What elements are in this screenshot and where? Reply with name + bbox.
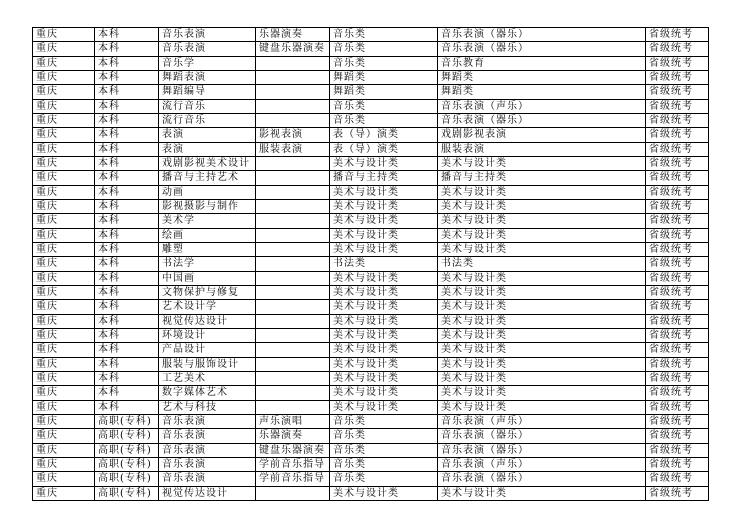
cell-exam-type: 省级统考 — [646, 42, 709, 56]
cell-province: 重庆 — [33, 142, 95, 156]
cell-level: 高职(专科) — [95, 414, 159, 428]
cell-level: 高职(专科) — [95, 472, 159, 486]
table-row — [33, 457, 709, 471]
cell-province: 重庆 — [33, 300, 95, 314]
table-row — [33, 371, 709, 385]
cell-province: 重庆 — [33, 99, 95, 113]
cell-level: 本科 — [95, 171, 159, 185]
cell-exam-category: 美术与设计类 — [438, 343, 646, 357]
cell-subject-category: 美术与设计类 — [330, 357, 438, 371]
cell-direction — [256, 70, 330, 84]
cell-major: 音乐表演 — [159, 414, 256, 428]
cell-exam-category: 播音与主持类 — [438, 171, 646, 185]
cell-level: 本科 — [95, 185, 159, 199]
cell-exam-category: 美术与设计类 — [438, 285, 646, 299]
cell-level: 本科 — [95, 285, 159, 299]
cell-province: 重庆 — [33, 472, 95, 486]
cell-major: 表演 — [159, 128, 256, 142]
cell-province: 重庆 — [33, 242, 95, 256]
cell-exam-category: 音乐表演（声乐） — [438, 414, 646, 428]
table-body — [33, 28, 709, 501]
cell-exam-type: 省级统考 — [646, 257, 709, 271]
cell-direction: 学前音乐指导 — [256, 457, 330, 471]
cell-exam-type: 省级统考 — [646, 343, 709, 357]
cell-subject-category: 书法类 — [330, 257, 438, 271]
cell-subject-category: 音乐类 — [330, 42, 438, 56]
cell-level: 本科 — [95, 300, 159, 314]
table-row — [33, 142, 709, 156]
cell-province: 重庆 — [33, 128, 95, 142]
table-row — [33, 156, 709, 170]
table-row — [33, 199, 709, 213]
cell-major: 艺术设计学 — [159, 300, 256, 314]
cell-exam-category: 美术与设计类 — [438, 314, 646, 328]
cell-level: 本科 — [95, 42, 159, 56]
cell-exam-category: 美术与设计类 — [438, 371, 646, 385]
cell-level: 本科 — [95, 99, 159, 113]
cell-direction — [256, 99, 330, 113]
cell-level: 本科 — [95, 214, 159, 228]
cell-level: 本科 — [95, 142, 159, 156]
cell-exam-category: 美术与设计类 — [438, 214, 646, 228]
cell-direction — [256, 85, 330, 99]
cell-exam-category: 书法类 — [438, 257, 646, 271]
cell-subject-category: 音乐类 — [330, 414, 438, 428]
cell-major: 数字媒体艺术 — [159, 386, 256, 400]
cell-exam-category: 戏剧影视表演 — [438, 128, 646, 142]
cell-major: 中国画 — [159, 271, 256, 285]
cell-direction — [256, 300, 330, 314]
cell-direction: 键盘乐器演奏 — [256, 42, 330, 56]
table-row — [33, 300, 709, 314]
cell-subject-category: 美术与设计类 — [330, 271, 438, 285]
cell-major: 戏剧影视美术设计 — [159, 156, 256, 170]
cell-major: 服装与服饰设计 — [159, 357, 256, 371]
cell-subject-category: 音乐类 — [330, 472, 438, 486]
cell-major: 舞蹈表演 — [159, 70, 256, 84]
cell-direction — [256, 386, 330, 400]
table-row — [33, 414, 709, 428]
cell-exam-type: 省级统考 — [646, 171, 709, 185]
cell-exam-category: 音乐表演（器乐） — [438, 42, 646, 56]
table-row — [33, 257, 709, 271]
cell-subject-category: 表（导）演类 — [330, 142, 438, 156]
table-row — [33, 28, 709, 42]
cell-level: 本科 — [95, 314, 159, 328]
cell-exam-type: 省级统考 — [646, 443, 709, 457]
cell-exam-category: 美术与设计类 — [438, 328, 646, 342]
cell-exam-type: 省级统考 — [646, 156, 709, 170]
cell-exam-type: 省级统考 — [646, 113, 709, 127]
cell-subject-category: 美术与设计类 — [330, 343, 438, 357]
cell-province: 重庆 — [33, 443, 95, 457]
cell-subject-category: 播音与主持类 — [330, 171, 438, 185]
cell-major: 流行音乐 — [159, 99, 256, 113]
cell-direction — [256, 214, 330, 228]
cell-level: 本科 — [95, 113, 159, 127]
cell-direction — [256, 314, 330, 328]
table-row — [33, 70, 709, 84]
cell-province: 重庆 — [33, 28, 95, 42]
cell-exam-category: 美术与设计类 — [438, 400, 646, 414]
cell-direction — [256, 271, 330, 285]
cell-direction — [256, 257, 330, 271]
cell-subject-category: 美术与设计类 — [330, 300, 438, 314]
cell-exam-category: 美术与设计类 — [438, 300, 646, 314]
table-row — [33, 185, 709, 199]
cell-major: 工艺美术 — [159, 371, 256, 385]
cell-exam-category: 美术与设计类 — [438, 185, 646, 199]
cell-subject-category: 美术与设计类 — [330, 199, 438, 213]
cell-direction — [256, 328, 330, 342]
cell-major: 音乐学 — [159, 56, 256, 70]
cell-exam-category: 美术与设计类 — [438, 242, 646, 256]
cell-province: 重庆 — [33, 386, 95, 400]
cell-exam-type: 省级统考 — [646, 414, 709, 428]
cell-level: 高职(专科) — [95, 443, 159, 457]
cell-direction: 学前音乐指导 — [256, 472, 330, 486]
table-row — [33, 472, 709, 486]
cell-level: 本科 — [95, 400, 159, 414]
cell-exam-type: 省级统考 — [646, 199, 709, 213]
cell-subject-category: 美术与设计类 — [330, 371, 438, 385]
cell-exam-type: 省级统考 — [646, 228, 709, 242]
cell-exam-category: 美术与设计类 — [438, 386, 646, 400]
cell-major: 音乐表演 — [159, 457, 256, 471]
cell-direction: 键盘乐器演奏 — [256, 443, 330, 457]
cell-exam-type: 省级统考 — [646, 371, 709, 385]
cell-exam-category: 音乐表演（声乐） — [438, 457, 646, 471]
cell-direction — [256, 185, 330, 199]
cell-exam-category: 美术与设计类 — [438, 271, 646, 285]
cell-subject-category: 美术与设计类 — [330, 156, 438, 170]
cell-subject-category: 美术与设计类 — [330, 214, 438, 228]
cell-exam-category: 音乐表演（器乐） — [438, 429, 646, 443]
cell-exam-type: 省级统考 — [646, 214, 709, 228]
cell-province: 重庆 — [33, 400, 95, 414]
cell-direction — [256, 171, 330, 185]
cell-direction — [256, 343, 330, 357]
cell-direction — [256, 357, 330, 371]
table-row — [33, 99, 709, 113]
cell-subject-category: 美术与设计类 — [330, 400, 438, 414]
table-row — [33, 400, 709, 414]
cell-province: 重庆 — [33, 486, 95, 500]
cell-major: 美术学 — [159, 214, 256, 228]
cell-subject-category: 音乐类 — [330, 443, 438, 457]
cell-major: 文物保护与修复 — [159, 285, 256, 299]
cell-exam-type: 省级统考 — [646, 386, 709, 400]
cell-direction — [256, 285, 330, 299]
cell-subject-category: 音乐类 — [330, 28, 438, 42]
cell-exam-category: 音乐表演（声乐） — [438, 99, 646, 113]
cell-major: 影视摄影与制作 — [159, 199, 256, 213]
table-row — [33, 42, 709, 56]
cell-province: 重庆 — [33, 371, 95, 385]
cell-level: 本科 — [95, 28, 159, 42]
cell-direction — [256, 228, 330, 242]
table-row — [33, 271, 709, 285]
table-row — [33, 443, 709, 457]
cell-major: 视觉传达设计 — [159, 314, 256, 328]
cell-province: 重庆 — [33, 113, 95, 127]
cell-level: 本科 — [95, 70, 159, 84]
cell-exam-type: 省级统考 — [646, 486, 709, 500]
cell-subject-category: 舞蹈类 — [330, 70, 438, 84]
cell-subject-category: 美术与设计类 — [330, 386, 438, 400]
cell-exam-type: 省级统考 — [646, 142, 709, 156]
cell-province: 重庆 — [33, 199, 95, 213]
cell-province: 重庆 — [33, 214, 95, 228]
cell-province: 重庆 — [33, 271, 95, 285]
cell-major: 音乐表演 — [159, 429, 256, 443]
cell-direction: 乐器演奏 — [256, 429, 330, 443]
cell-exam-category: 音乐表演（器乐） — [438, 28, 646, 42]
table-row — [33, 314, 709, 328]
table-row — [33, 56, 709, 70]
cell-exam-type: 省级统考 — [646, 271, 709, 285]
cell-level: 高职(专科) — [95, 486, 159, 500]
cell-level: 本科 — [95, 257, 159, 271]
cell-major: 表演 — [159, 142, 256, 156]
cell-direction: 影视表演 — [256, 128, 330, 142]
cell-direction: 服装表演 — [256, 142, 330, 156]
cell-province: 重庆 — [33, 185, 95, 199]
cell-subject-category: 音乐类 — [330, 99, 438, 113]
cell-province: 重庆 — [33, 56, 95, 70]
cell-major: 绘画 — [159, 228, 256, 242]
cell-exam-category: 美术与设计类 — [438, 357, 646, 371]
cell-exam-type: 省级统考 — [646, 300, 709, 314]
cell-province: 重庆 — [33, 343, 95, 357]
cell-level: 本科 — [95, 199, 159, 213]
cell-exam-category: 美术与设计类 — [438, 156, 646, 170]
table-row — [33, 214, 709, 228]
cell-major: 动画 — [159, 185, 256, 199]
cell-exam-category: 美术与设计类 — [438, 228, 646, 242]
cell-level: 本科 — [95, 128, 159, 142]
cell-level: 本科 — [95, 343, 159, 357]
cell-level: 本科 — [95, 228, 159, 242]
cell-province: 重庆 — [33, 228, 95, 242]
cell-major: 雕塑 — [159, 242, 256, 256]
cell-province: 重庆 — [33, 257, 95, 271]
cell-major: 舞蹈编导 — [159, 85, 256, 99]
cell-level: 本科 — [95, 386, 159, 400]
cell-level: 本科 — [95, 371, 159, 385]
cell-province: 重庆 — [33, 314, 95, 328]
cell-province: 重庆 — [33, 357, 95, 371]
cell-exam-type: 省级统考 — [646, 400, 709, 414]
cell-province: 重庆 — [33, 457, 95, 471]
cell-subject-category: 美术与设计类 — [330, 486, 438, 500]
cell-province: 重庆 — [33, 414, 95, 428]
cell-direction — [256, 199, 330, 213]
cell-exam-type: 省级统考 — [646, 457, 709, 471]
cell-exam-category: 音乐表演（器乐） — [438, 443, 646, 457]
cell-direction — [256, 56, 330, 70]
cell-major: 环境设计 — [159, 328, 256, 342]
cell-major: 音乐表演 — [159, 472, 256, 486]
cell-subject-category: 美术与设计类 — [330, 328, 438, 342]
cell-level: 本科 — [95, 56, 159, 70]
cell-major: 音乐表演 — [159, 28, 256, 42]
table-row — [33, 328, 709, 342]
cell-exam-type: 省级统考 — [646, 56, 709, 70]
cell-exam-category: 音乐教育 — [438, 56, 646, 70]
table-row — [33, 386, 709, 400]
cell-major: 书法学 — [159, 257, 256, 271]
cell-major: 视觉传达设计 — [159, 486, 256, 500]
cell-exam-category: 音乐表演（器乐） — [438, 472, 646, 486]
table-row — [33, 228, 709, 242]
cell-province: 重庆 — [33, 285, 95, 299]
cell-exam-type: 省级统考 — [646, 70, 709, 84]
cell-province: 重庆 — [33, 171, 95, 185]
cell-subject-category: 表（导）演类 — [330, 128, 438, 142]
cell-direction: 声乐演唱 — [256, 414, 330, 428]
cell-subject-category: 音乐类 — [330, 56, 438, 70]
cell-exam-type: 省级统考 — [646, 472, 709, 486]
cell-subject-category: 音乐类 — [330, 457, 438, 471]
cell-province: 重庆 — [33, 42, 95, 56]
cell-exam-type: 省级统考 — [646, 185, 709, 199]
cell-exam-category: 美术与设计类 — [438, 199, 646, 213]
table-row — [33, 113, 709, 127]
cell-level: 本科 — [95, 357, 159, 371]
table-row — [33, 343, 709, 357]
cell-direction — [256, 400, 330, 414]
cell-province: 重庆 — [33, 156, 95, 170]
cell-exam-category: 音乐表演（器乐） — [438, 113, 646, 127]
table-row — [33, 486, 709, 500]
cell-subject-category: 美术与设计类 — [330, 185, 438, 199]
table-row — [33, 429, 709, 443]
cell-province: 重庆 — [33, 429, 95, 443]
cell-level: 本科 — [95, 271, 159, 285]
cell-level: 高职(专科) — [95, 457, 159, 471]
cell-direction: 乐器演奏 — [256, 28, 330, 42]
cell-exam-type: 省级统考 — [646, 128, 709, 142]
cell-exam-type: 省级统考 — [646, 285, 709, 299]
cell-subject-category: 美术与设计类 — [330, 228, 438, 242]
cell-province: 重庆 — [33, 85, 95, 99]
cell-major: 产品设计 — [159, 343, 256, 357]
cell-exam-type: 省级统考 — [646, 99, 709, 113]
cell-subject-category: 音乐类 — [330, 429, 438, 443]
cell-level: 本科 — [95, 85, 159, 99]
cell-exam-category: 美术与设计类 — [438, 486, 646, 500]
cell-level: 本科 — [95, 242, 159, 256]
cell-major: 播音与主持艺术 — [159, 171, 256, 185]
cell-direction — [256, 486, 330, 500]
art-exam-category-table — [32, 27, 709, 501]
cell-subject-category: 美术与设计类 — [330, 242, 438, 256]
cell-exam-type: 省级统考 — [646, 328, 709, 342]
cell-exam-type: 省级统考 — [646, 357, 709, 371]
cell-exam-category: 舞蹈类 — [438, 70, 646, 84]
table-row — [33, 85, 709, 99]
cell-level: 本科 — [95, 328, 159, 342]
cell-province: 重庆 — [33, 70, 95, 84]
table-row — [33, 171, 709, 185]
table-row — [33, 285, 709, 299]
cell-level: 本科 — [95, 156, 159, 170]
cell-exam-type: 省级统考 — [646, 28, 709, 42]
cell-subject-category: 美术与设计类 — [330, 285, 438, 299]
cell-level: 高职(专科) — [95, 429, 159, 443]
table-row — [33, 128, 709, 142]
cell-subject-category: 美术与设计类 — [330, 314, 438, 328]
cell-exam-type: 省级统考 — [646, 429, 709, 443]
cell-exam-type: 省级统考 — [646, 242, 709, 256]
cell-subject-category: 舞蹈类 — [330, 85, 438, 99]
cell-exam-type: 省级统考 — [646, 85, 709, 99]
cell-major: 音乐表演 — [159, 42, 256, 56]
cell-major: 流行音乐 — [159, 113, 256, 127]
cell-exam-category: 服装表演 — [438, 142, 646, 156]
cell-direction — [256, 156, 330, 170]
cell-major: 音乐表演 — [159, 443, 256, 457]
cell-major: 艺术与科技 — [159, 400, 256, 414]
cell-direction — [256, 242, 330, 256]
cell-direction — [256, 371, 330, 385]
cell-exam-category: 舞蹈类 — [438, 85, 646, 99]
cell-subject-category: 音乐类 — [330, 113, 438, 127]
table-row — [33, 242, 709, 256]
cell-province: 重庆 — [33, 328, 95, 342]
cell-exam-type: 省级统考 — [646, 314, 709, 328]
cell-direction — [256, 113, 330, 127]
table-row — [33, 357, 709, 371]
